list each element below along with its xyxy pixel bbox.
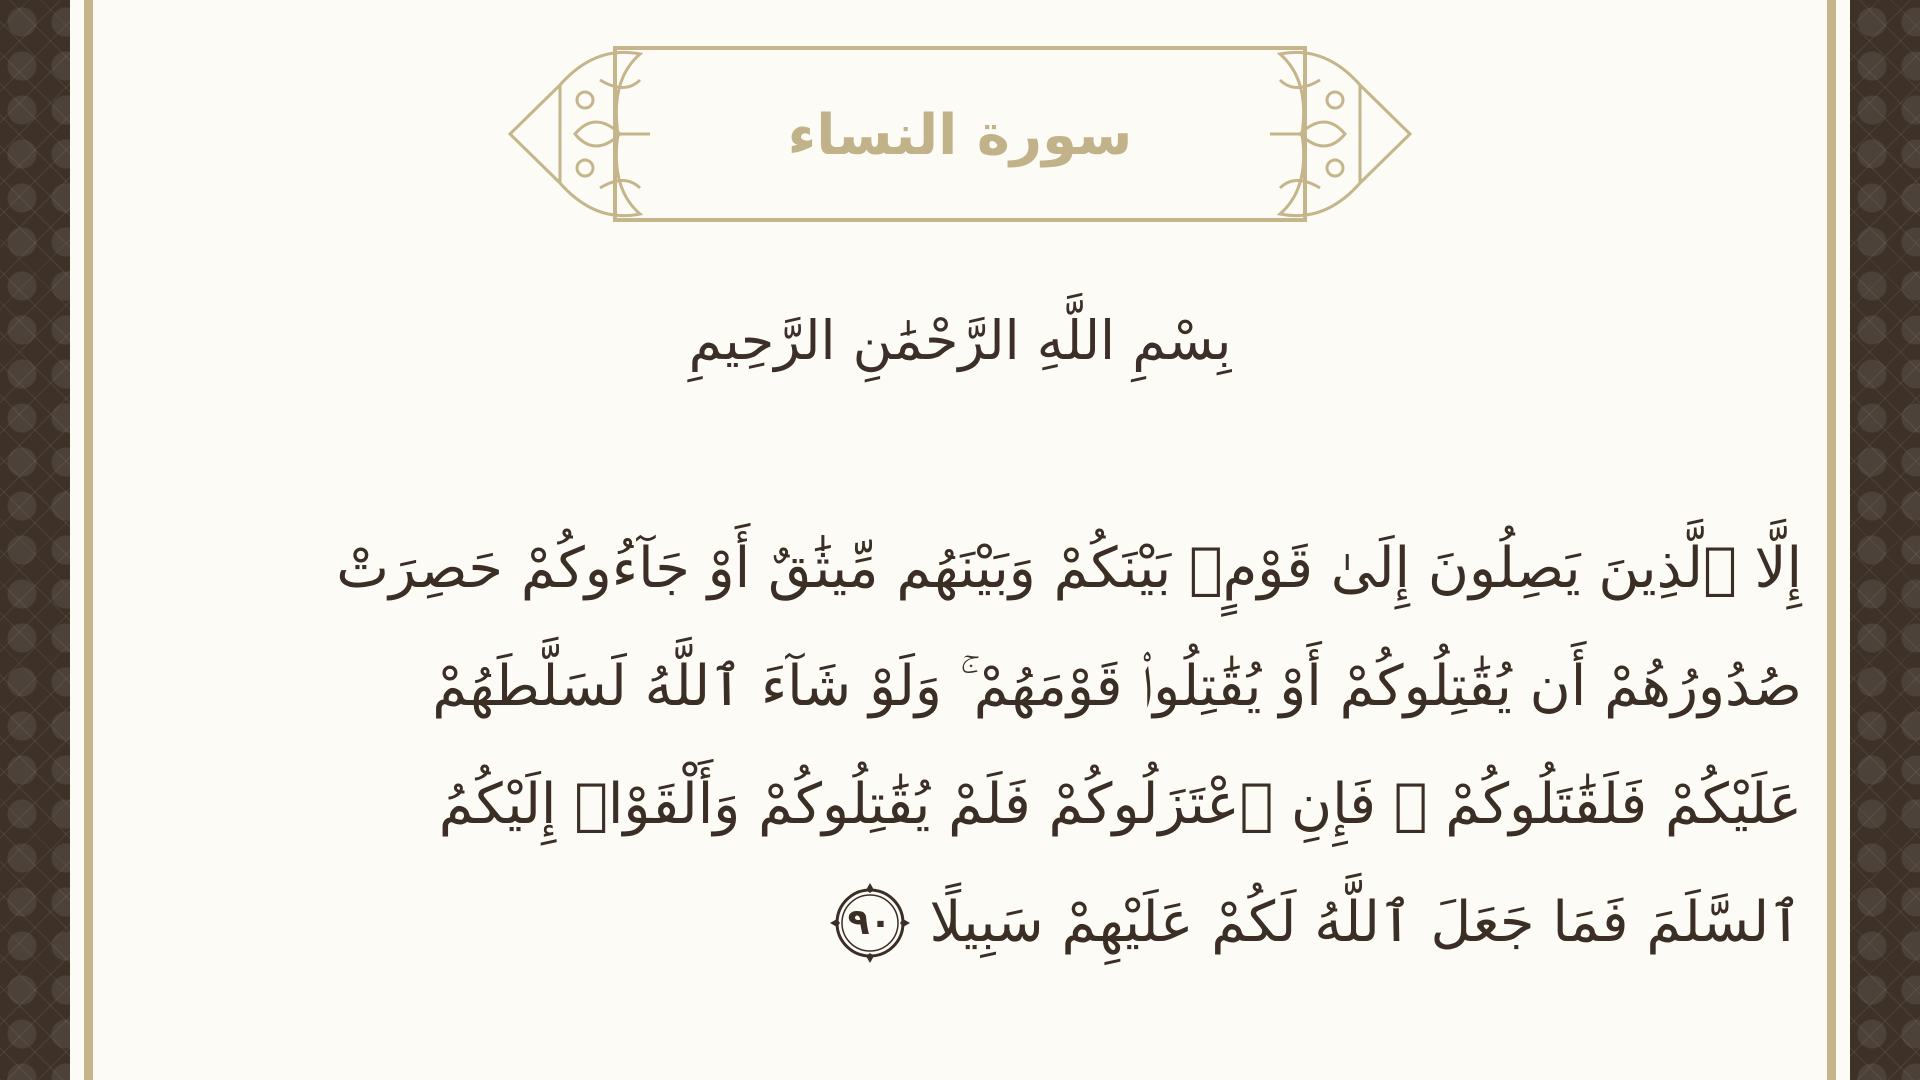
left-border-gap <box>70 0 84 1080</box>
verse-line-4-row <box>230 864 1802 982</box>
surah-title-banner <box>500 40 1420 230</box>
surah-title: سورة النساء <box>787 102 1133 168</box>
verse-line-2: صُدُورُهُمْ أَن يُقَٰتِلُوكُمْ أَوْ يُقَٰتِلُوا۟ قَوْمَهُمْ ۚ وَلَوْ شَآءَ ٱللَّهُ لَسَلَّطَهُمْ <box>432 654 1802 719</box>
ayah-end-marker <box>828 881 912 965</box>
basmala: بِسْمِ اللَّهِ الرَّحْمَٰنِ الرَّحِيمِ <box>688 308 1232 372</box>
left-ornamental-border <box>0 0 70 1080</box>
right-border-gap <box>1836 0 1850 1080</box>
verse-line-1: إِلَّا ٱلَّذِينَ يَصِلُونَ إِلَىٰ قَوْمٍۭ بَيْنَكُمْ وَبَيْنَهُم مِّيثَٰقٌ أَوْ جَآءُوكُمْ حَصِرَتْ <box>336 536 1802 601</box>
left-gold-rule <box>84 0 93 1080</box>
verse-line-3: عَلَيْكُمْ فَلَقَٰتَلُوكُمْ ۚ فَإِنِ ٱعْتَزَلُوكُمْ فَلَمْ يُقَٰتِلُوكُمْ وَأَلْقَوْا۟ إِلَيْكُمُ <box>438 772 1802 837</box>
verse-line-4: ٱلسَّلَمَ فَمَا جَعَلَ ٱللَّهُ لَكُمْ عَلَيْهِمْ سَبِيلًا <box>929 890 1802 955</box>
right-ornamental-border <box>1850 0 1920 1080</box>
right-gold-rule <box>1827 0 1836 1080</box>
ayah-number: ٩٠ <box>847 902 892 943</box>
verse-text <box>230 510 1802 982</box>
